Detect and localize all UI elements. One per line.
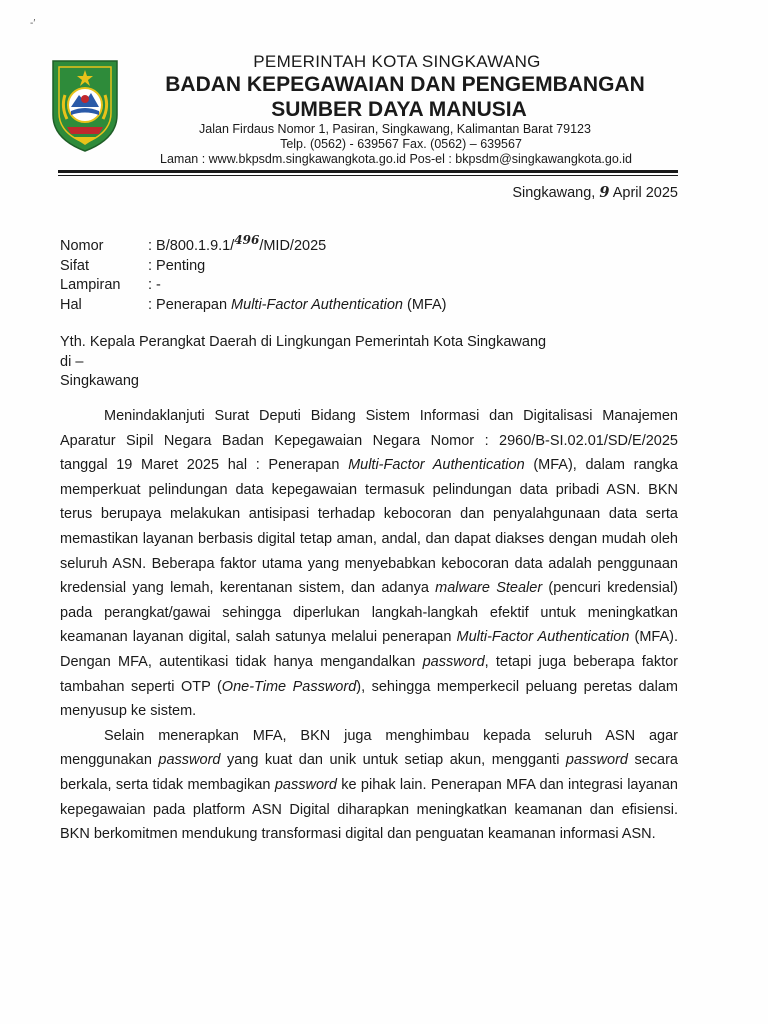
p1-text-c: (pencuri kredensial) pada perangkat/gawai sehingga diperlukan langkah-langkah efektif untuk meningkatkan keamanan layanan digital, salah satunya melalui penerapan bbox=[60, 580, 678, 646]
p2-text-c: secara berkala, serta tidak membagikan bbox=[60, 752, 679, 793]
sifat-value: : Penting bbox=[148, 257, 206, 274]
recipient-block bbox=[60, 333, 546, 392]
body-paragraph-1 bbox=[60, 404, 678, 724]
city-emblem-icon bbox=[47, 55, 123, 153]
letterhead-divider bbox=[58, 170, 678, 173]
recipient-line1: Yth. Kepala Perangkat Daerah di Lingkungan Pemerintah Kota Singkawang bbox=[60, 334, 547, 350]
agency-phone: Telp. (0562) - 639567 Fax. (0562) – 639567 bbox=[280, 137, 522, 151]
letterhead-divider-thin bbox=[58, 175, 678, 176]
date-city: Singkawang, bbox=[512, 185, 596, 201]
body-paragraph-2 bbox=[60, 724, 678, 847]
sifat-label: Sifat bbox=[60, 257, 90, 274]
letter-body bbox=[60, 404, 678, 847]
lampiran-label: Lampiran bbox=[60, 277, 121, 293]
hal-label: Hal bbox=[60, 296, 82, 313]
meta-row-sifat bbox=[60, 257, 446, 277]
p1-text-e: , tetapi juga beberapa faktor tambahan seperti OTP ( bbox=[60, 653, 678, 695]
p2-text-d: ke pihak lain. Penerapan MFA dan integrasi layanan kepegawaian pada platform ASN Digital diharapkan meningkatkan keamanan dan efisiensi. BKN berkomitmen mendukung transformasi digital dan penguatan keamanan informasi ASN. bbox=[60, 776, 678, 843]
p2-italic-3: password bbox=[274, 776, 337, 793]
meta-row-nomor bbox=[60, 233, 446, 257]
hal-italic: Multi-Factor Authentication bbox=[231, 296, 403, 313]
agency-address: Jalan Firdaus Nomor 1, Pasiran, Singkawang, Kalimantan Barat 79123 bbox=[199, 122, 591, 136]
p1-text-f: ), sehingga memperkecil peluang peretas dalam menyusup ke sistem. bbox=[60, 678, 678, 720]
hal-prefix: : Penerapan bbox=[148, 296, 232, 313]
recipient-line3: Singkawang bbox=[60, 373, 139, 389]
agency-website: Laman : www.bkpsdm.singkawangkota.go.id Pos-el : bkpsdm@singkawangkota.go.id bbox=[160, 152, 632, 166]
p1-text-a: Menindaklanjuti Surat Deputi Bidang Sistem Informasi dan Digitalisasi Manajemen Aparatur Sipil Negara Badan Kepegawaian Negara Nomor : 2960/B-SI.02.01/SD/E/2025 tanggal 19 Maret 2025 hal : Penerapan bbox=[60, 408, 678, 474]
date-month-year: April 2025 bbox=[612, 185, 678, 201]
p1-italic-3: Multi-Factor Authentication bbox=[456, 629, 630, 646]
p2-italic-2: password bbox=[565, 752, 628, 769]
meta-row-lampiran bbox=[60, 276, 446, 296]
letter-date bbox=[512, 184, 678, 201]
p2-text-b: yang kuat dan unik untuk setiap akun, mengganti bbox=[220, 752, 566, 769]
p1-italic-5: One-Time Password bbox=[221, 678, 357, 695]
agency-name-line2: SUMBER DAYA MANUSIA bbox=[271, 98, 527, 121]
p1-italic-1: Multi-Factor Authentication bbox=[348, 457, 525, 474]
nomor-handwritten: 496 bbox=[234, 233, 260, 247]
nomor-prefix: : B/800.1.9.1/ bbox=[148, 238, 235, 254]
p2-italic-1: password bbox=[158, 752, 221, 769]
meta-row-hal bbox=[60, 296, 446, 316]
p1-italic-2: malware Stealer bbox=[435, 580, 543, 597]
letterhead bbox=[130, 52, 680, 167]
hal-suffix: (MFA) bbox=[402, 296, 447, 313]
p1-text-d: (MFA). Dengan MFA, autentikasi tidak hanya mengandalkan bbox=[60, 629, 678, 670]
p1-text-b: (MFA), dalam rangka memperkuat pelindungan data kepegawaian termasuk pelindungan data pribadi ASN. BKN terus berupaya melakukan antisipasi terhadap kebocoran dan penyalahgunaan data serta memastikan layanan berbasis digital tetap aman, andal, dan dapat diakses dengan mudah oleh seluruh ASN. Beberapa faktor utama yang menyebabkan kebocoran data adalah penggunaan kredensial yang lemah, kerentanan sistem, dan adanya bbox=[60, 457, 678, 597]
recipient-line2: di – bbox=[60, 353, 84, 370]
scan-mark: -′ bbox=[30, 18, 36, 29]
letter-meta bbox=[60, 233, 447, 315]
government-name: PEMERINTAH KOTA SINGKAWANG bbox=[253, 52, 541, 71]
lampiran-value: : - bbox=[148, 277, 161, 293]
nomor-suffix: /MID/2025 bbox=[259, 238, 327, 254]
nomor-value bbox=[148, 233, 327, 257]
p1-italic-4: password bbox=[422, 653, 485, 670]
date-day-handwritten: 9 bbox=[599, 184, 610, 201]
agency-name-line1: BADAN KEPEGAWAIAN DAN PENGEMBANGAN bbox=[165, 73, 645, 96]
hal-value bbox=[148, 296, 446, 316]
p2-text-a: Selain menerapkan MFA, BKN juga menghimbau kepada seluruh ASN agar menggunakan bbox=[60, 727, 678, 769]
nomor-label: Nomor bbox=[60, 238, 104, 254]
